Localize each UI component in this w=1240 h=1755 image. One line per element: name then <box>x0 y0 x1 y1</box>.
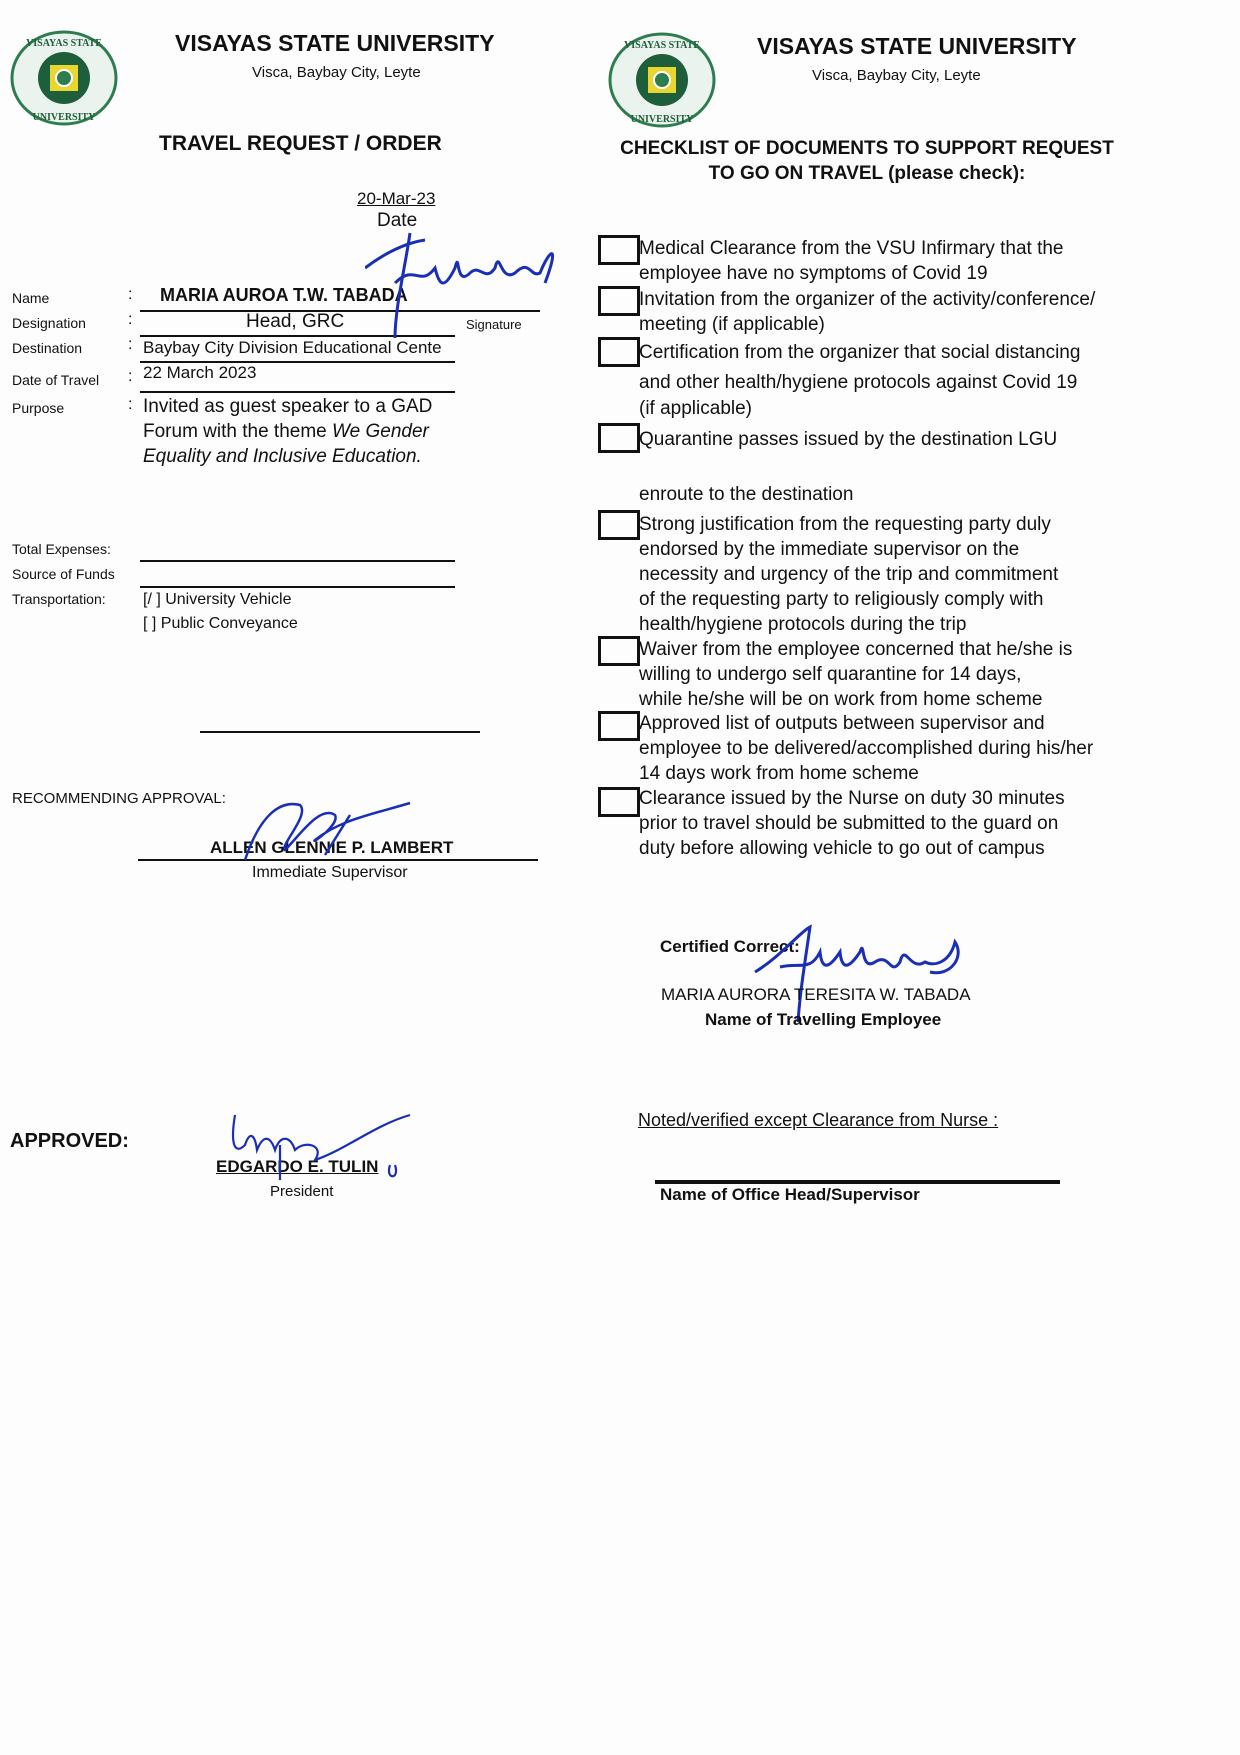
checklist-item-line: Approved list of outputs between supervisor and <box>639 713 1045 734</box>
svg-text:VISAYAS STATE: VISAYAS STATE <box>26 38 102 49</box>
university-seal-logo <box>608 32 716 128</box>
checklist-checkbox[interactable] <box>598 636 640 666</box>
checklist-item-line: Certification from the organizer that social distancing <box>639 342 1081 363</box>
university-name: VISAYAS STATE UNIVERSITY <box>757 33 1077 59</box>
checklist-item <box>639 711 1139 786</box>
source-of-funds-label: Source of Funds <box>12 566 115 582</box>
checklist-item <box>639 786 1139 861</box>
purpose-text: Forum with the theme <box>143 421 333 442</box>
checklist-checkbox[interactable] <box>598 286 640 316</box>
checklist-item <box>639 338 1139 424</box>
designation-label: Designation <box>12 315 86 331</box>
svg-text:UNIVERSITY: UNIVERSITY <box>630 114 694 125</box>
checklist-checkbox[interactable] <box>598 510 640 540</box>
approver-name: EDGARDO E. TULIN <box>216 1157 379 1176</box>
office-head-caption: Name of Office Head/Supervisor <box>660 1185 920 1204</box>
transport-public-conveyance[interactable]: [ ] Public Conveyance <box>143 615 298 632</box>
purpose-label: Purpose <box>12 400 65 416</box>
noted-verified-label: Noted/verified except Clearance from Nurse : <box>638 1110 999 1130</box>
checklist-title-line: TO GO ON TRAVEL (please check): <box>708 163 1026 184</box>
checklist-item-line: Invitation from the organizer of the activity/conference/ <box>639 289 1096 310</box>
university-seal-logo <box>10 30 118 126</box>
recommender-signature <box>240 795 440 865</box>
purpose-line: Equality and Inclusive Education. <box>143 446 422 467</box>
date-of-travel-label: Date of Travel <box>12 372 100 388</box>
checklist-item-line: necessity and urgency of the trip and commitment <box>639 564 1059 585</box>
signature-label: Signature <box>466 317 522 332</box>
purpose-value <box>143 394 432 469</box>
checklist-item-line: Waiver from the employee concerned that he/she is <box>639 639 1073 660</box>
date-of-travel-value: 22 March 2023 <box>143 363 257 382</box>
name-label: Name <box>12 290 50 306</box>
designation-value: Head, GRC <box>246 311 345 332</box>
underline-divider <box>140 391 455 393</box>
transportation-options <box>143 588 298 636</box>
checklist-item-line: endorsed by the immediate supervisor on the <box>639 539 1020 560</box>
underline-divider <box>655 1180 1060 1184</box>
checklist-checkbox[interactable] <box>598 787 640 817</box>
university-address: Visca, Baybay City, Leyte <box>252 64 421 81</box>
checklist-checkbox[interactable] <box>598 235 640 265</box>
purpose-line: Invited as guest speaker to a GAD <box>143 396 433 417</box>
checklist-item <box>639 512 1139 637</box>
employee-signature <box>365 228 565 338</box>
request-date: 20-Mar-23 <box>357 189 436 208</box>
checklist-checkbox[interactable] <box>598 337 640 367</box>
checklist-item-line: and other health/hygiene protocols against Covid 19 <box>639 372 1078 393</box>
checklist-item <box>639 427 1139 507</box>
checklist-checkbox[interactable] <box>598 711 640 741</box>
purpose-line <box>143 419 432 444</box>
colon: : <box>128 336 133 353</box>
approver-signature <box>225 1105 425 1185</box>
colon: : <box>128 368 133 385</box>
checklist-item-line: 14 days work from home scheme <box>639 763 919 784</box>
checklist-item-line: prior to travel should be submitted to the guard on <box>639 813 1059 834</box>
total-expenses-label: Total Expenses: <box>12 541 111 557</box>
approver-title: President <box>270 1183 334 1200</box>
certified-correct-label: Certified Correct: <box>660 937 800 956</box>
checklist-item-line: meeting (if applicable) <box>639 314 825 335</box>
underline-divider <box>140 560 455 562</box>
checklist-title-line: CHECKLIST OF DOCUMENTS TO SUPPORT REQUEST <box>620 138 1114 159</box>
checklist-item-line: Strong justification from the requesting party duly <box>639 514 1051 535</box>
checklist-item-line: employee have no symptoms of Covid 19 <box>639 263 988 284</box>
recommending-approval-label: RECOMMENDING APPROVAL: <box>12 790 226 807</box>
checklist-item <box>639 287 1139 337</box>
underline-divider <box>200 731 480 733</box>
colon: : <box>128 311 133 328</box>
checklist-item-line: health/hygiene protocols during the trip <box>639 614 967 635</box>
date-label: Date <box>377 210 418 231</box>
checklist-item-line: Clearance issued by the Nurse on duty 30 minutes <box>639 788 1065 809</box>
checklist-item-line: of the requesting party to religiously comply with <box>639 589 1044 610</box>
employee-caption: Name of Travelling Employee <box>705 1010 942 1029</box>
checklist-title <box>602 136 1132 186</box>
destination-label: Destination <box>12 340 83 356</box>
university-address: Visca, Baybay City, Leyte <box>812 67 981 84</box>
svg-text:UNIVERSITY: UNIVERSITY <box>32 112 96 123</box>
checklist-checkbox[interactable] <box>598 423 640 453</box>
destination-value: Baybay City Division Educational Cente <box>143 338 442 357</box>
checklist-item-line: willing to undergo self quarantine for 14 days, <box>639 664 1022 685</box>
recommender-title: Immediate Supervisor <box>252 864 408 881</box>
employee-full-name: MARIA AURORA TERESITA W. TABADA <box>661 985 971 1004</box>
checklist-item-line: employee to be delivered/accomplished during his/her <box>639 738 1094 759</box>
checklist-item-line: Medical Clearance from the VSU Infirmary that the <box>639 238 1064 259</box>
checklist-item-line: enroute to the destination <box>639 484 854 505</box>
checklist-item <box>639 236 1139 286</box>
svg-text:VISAYAS STATE: VISAYAS STATE <box>624 40 700 51</box>
colon: : <box>128 286 133 303</box>
recommender-name: ALLEN GLENNIE P. LAMBERT <box>210 838 454 857</box>
purpose-theme: We Gender <box>332 421 429 442</box>
colon: : <box>128 396 133 413</box>
checklist-item <box>639 637 1139 712</box>
transportation-label: Transportation: <box>12 591 106 607</box>
checklist-item-line: duty before allowing vehicle to go out of campus <box>639 838 1045 859</box>
employee-signature <box>750 922 990 1022</box>
form-title: TRAVEL REQUEST / ORDER <box>159 132 442 155</box>
checklist-item-line: while he/she will be on work from home scheme <box>639 689 1043 710</box>
transport-university-vehicle[interactable]: [/ ] University Vehicle <box>143 591 292 608</box>
approved-label: APPROVED: <box>10 1130 129 1152</box>
checklist-item-line: Quarantine passes issued by the destination LGU <box>639 429 1058 450</box>
university-name: VISAYAS STATE UNIVERSITY <box>175 30 495 56</box>
checklist-item-line: (if applicable) <box>639 398 752 419</box>
name-value: MARIA AUROA T.W. TABADA <box>160 285 408 305</box>
